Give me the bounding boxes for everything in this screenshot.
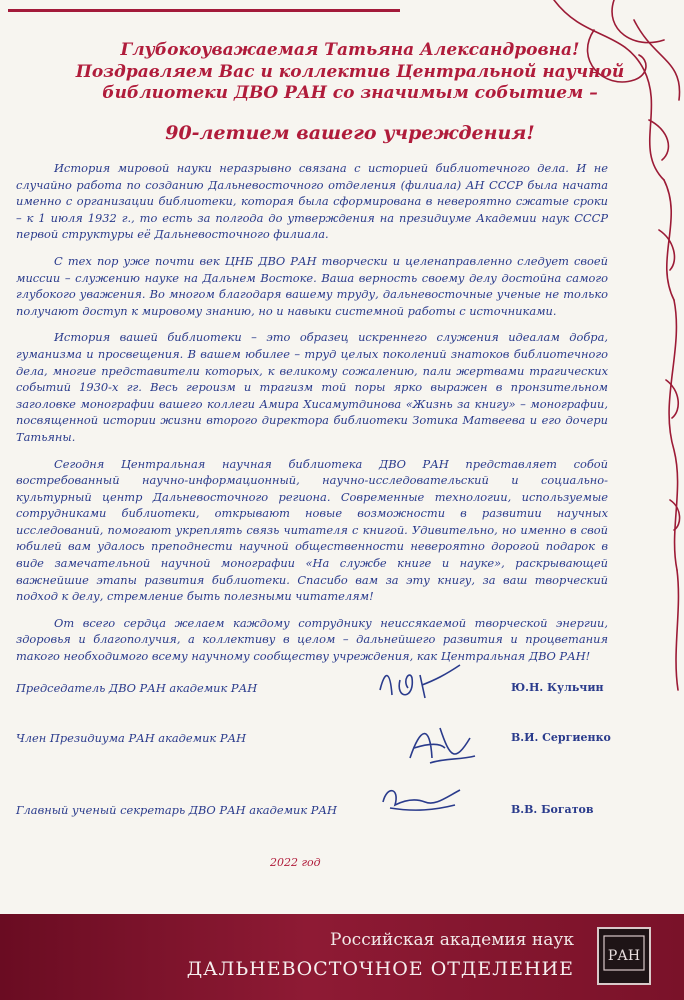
signatory-name: В.И. Сергиенко: [511, 731, 611, 744]
signature-row-chairman: [16, 681, 616, 701]
greeting-heading: [40, 40, 660, 144]
letter-year: 2022 год: [270, 856, 321, 869]
signatory-name: В.В. Богатов: [511, 803, 594, 816]
signature-row-secretary: [16, 803, 616, 823]
paragraph: Сегодня Центральная научная библиотека ДВО РАН представляет собой востребованный научно-информационный, научно-исследовательский и социально-культурный центр Дальневосточного региона. Современные технологии, используемые сотрудниками библиотеки, открывают новые возможности в развитии научных исследований, помогают укреплять связь читателя с книгой. Удивительно, но именно в свой юбилей вам удалось преподнести научной общественности невероятно дорогой подарок в виде замечательной научной монографии «На службе книге и науке», раскрывающей важнейшие этапы развития библиотеки. Спасибо вам за эту книгу, за ваш творческий подход к делу, стремление быть полезными читателям!: [16, 456, 608, 604]
greeting-line-1: Глубокоуважаемая Татьяна Александровна!: [120, 40, 580, 60]
emblem-label: РАН: [607, 948, 641, 964]
handwritten-signature-icon: [370, 660, 470, 705]
greeting-line-3: библиотеки ДВО РАН со значимым событием –: [102, 83, 598, 103]
paragraph: История мировой науки неразрывно связана с историей библиотечного дела. И не случайно работа по созданию Дальневосточного отделения (филиала) АН СССР была начата именно с организации библиотеки, которая была сформирована в невероятно сжатые сроки – к 1 июля 1932 г., то есть за полгода до утверждения на президиуме Академии наук СССР первой структуры её Дальневосточного филиала.: [16, 161, 608, 242]
letter-body: [16, 160, 608, 675]
footer-branch-name: ДАЛЬНЕВОСТОЧНОЕ ОТДЕЛЕНИЕ: [186, 958, 574, 980]
footer-academy-name: Российская академия наук: [330, 930, 574, 950]
signatory-role: Председатель ДВО РАН академик РАН: [16, 681, 258, 695]
ras-emblem-icon: [594, 924, 654, 988]
paragraph: От всего сердца желаем каждому сотруднику неиссякаемой творческой энергии, здоровья и благополучия, а коллективу в целом – дальнейшего развития и процветания такого необходимого всему научному сообществу учреждения, как Центральная ДВО РАН!: [16, 615, 608, 664]
handwritten-signature-icon: [375, 780, 465, 815]
paragraph: История вашей библиотеки – это образец искреннего служения идеалам добра, гуманизма и просвещения. В вашем юбилее – труд целых поколений знатоков библиотечного дела, многие представители которых, к великому сожалению, пали жертвами трагических событий 1930-х гг. Весь героизм и трагизм той поры ярко выражен в пронзительном заголовке монографии вашего коллеги Амира Хисамутдинова «Жизнь за книгу» – монографии, посвященной истории жизни второго директора библиотеки Зотика Матвеева и его дочери Татьяны.: [16, 330, 608, 444]
anniversary-title: 90-летием вашего учреждения!: [165, 121, 535, 144]
handwritten-signature-icon: [400, 718, 480, 768]
top-decorative-rule: [8, 9, 400, 12]
paragraph: С тех пор уже почти век ЦНБ ДВО РАН творчески и целенаправленно следует своей миссии – служению науке на Дальнем Востоке. Ваша верность своему делу достойна самого глубокого уважения. Во многом благодаря вашему труду, дальневосточные ученые не только получают доступ к мировому знанию, но и навыки системной работы с источниками.: [16, 253, 608, 318]
signatory-role: Член Президиума РАН академик РАН: [16, 731, 247, 745]
greeting-line-2: Поздравляем Вас и коллектив Центральной научной: [75, 61, 625, 82]
signatory-role: Главный ученый секретарь ДВО РАН академик РАН: [16, 803, 337, 817]
signature-row-presidium: [16, 731, 616, 751]
footer-banner: [0, 914, 684, 1000]
signatory-name: Ю.Н. Кульчин: [511, 681, 604, 694]
